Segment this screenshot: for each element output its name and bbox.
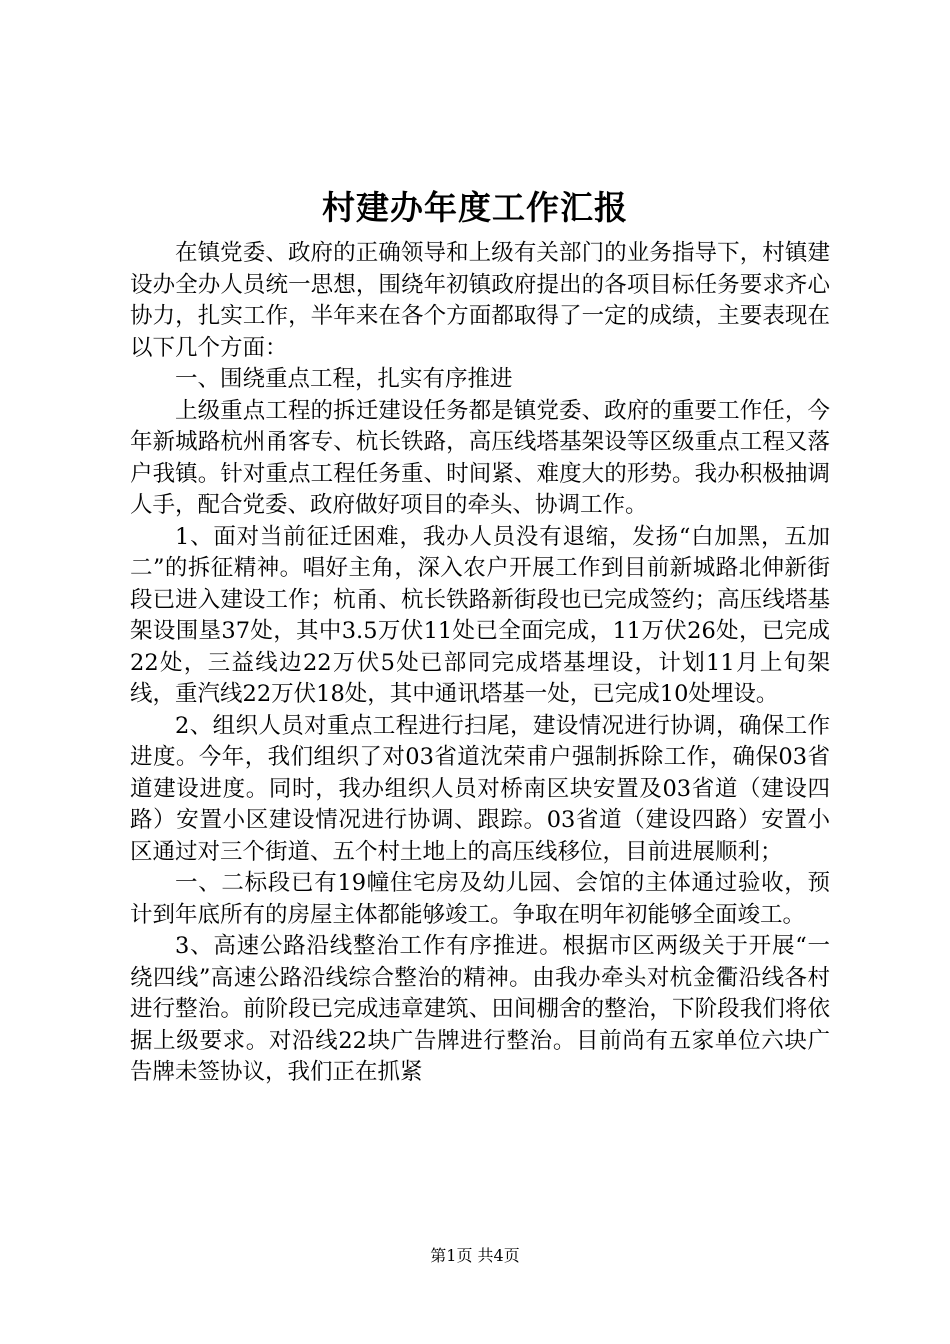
paragraph-item-2: 2、组织人员对重点工程进行扫尾，建设情况进行协调，确保工作进度。今年，我们组织了对03省道沈荣甫户强制拆除工作，确保03省道建设进度。同时，我办组织人员对桥南区块安置及03省道（建设四路）安置小区建设情况进行协调、跟踪。03省道（建设四路）安置小区通过对三个街道、五个村土地上的高压线移位，目前进展顺利； xyxy=(130,712,830,865)
paragraph-bid-sections: 一、二标段已有19幢住宅房及幼儿园、会馆的主体通过验收，预计到年底所有的房屋主体都能够竣工。争取在明年初能够全面竣工。 xyxy=(130,870,830,928)
paragraph-intro: 在镇党委、政府的正确领导和上级有关部门的业务指导下，村镇建设办全办人员统一思想，围绕年初镇政府提出的各项目标任务要求齐心协力，扎实工作，半年来在各个方面都取得了一定的成绩，主要表现在以下几个方面： xyxy=(130,240,830,361)
document-body xyxy=(130,238,830,1089)
paragraph-key-projects: 上级重点工程的拆迁建设任务都是镇党委、政府的重要工作任，今年新城路杭州甬客专、杭长铁路，高压线塔基架设等区级重点工程又落户我镇。针对重点工程任务重、时间紧、难度大的形势。我办积极抽调人手，配合党委、政府做好项目的牵头、协调工作。 xyxy=(130,397,830,518)
section-heading-1: 一、围绕重点工程，扎实有序推进 xyxy=(175,366,513,392)
paragraph-item-3: 3、高速公路沿线整治工作有序推进。根据市区两级关于开展“一绕四线”高速公路沿线综合整治的精神。由我办牵头对杭金衢沿线各村进行整治。前阶段已完成违章建筑、田间棚舍的整治，下阶段我们将依据上级要求。对沿线22块广告牌进行整治。目前尚有五家单位六块广告牌未签协议，我们正在抓紧 xyxy=(130,933,830,1085)
paragraph-item-1: 1、面对当前征迁困难，我办人员没有退缩，发扬“白加黑，五加二”的拆征精神。唱好主角，深入农户开展工作到目前新城路北伸新街段已进入建设工作；杭甬、杭长铁路新街段也已完成签约；高压线塔基架设围垦37处，其中3.5万伏11处已全面完成，11万伏26处，已完成22处，三益线边22万伏5处已部同完成塔基埋设，计划11月上旬架线，重汽线22万伏18处，其中通讯塔基一处，已完成10处埋设。 xyxy=(130,523,830,707)
page-number-footer: 第1页 共4页 xyxy=(430,1246,520,1265)
document-title: 村建办年度工作汇报 xyxy=(322,188,628,227)
